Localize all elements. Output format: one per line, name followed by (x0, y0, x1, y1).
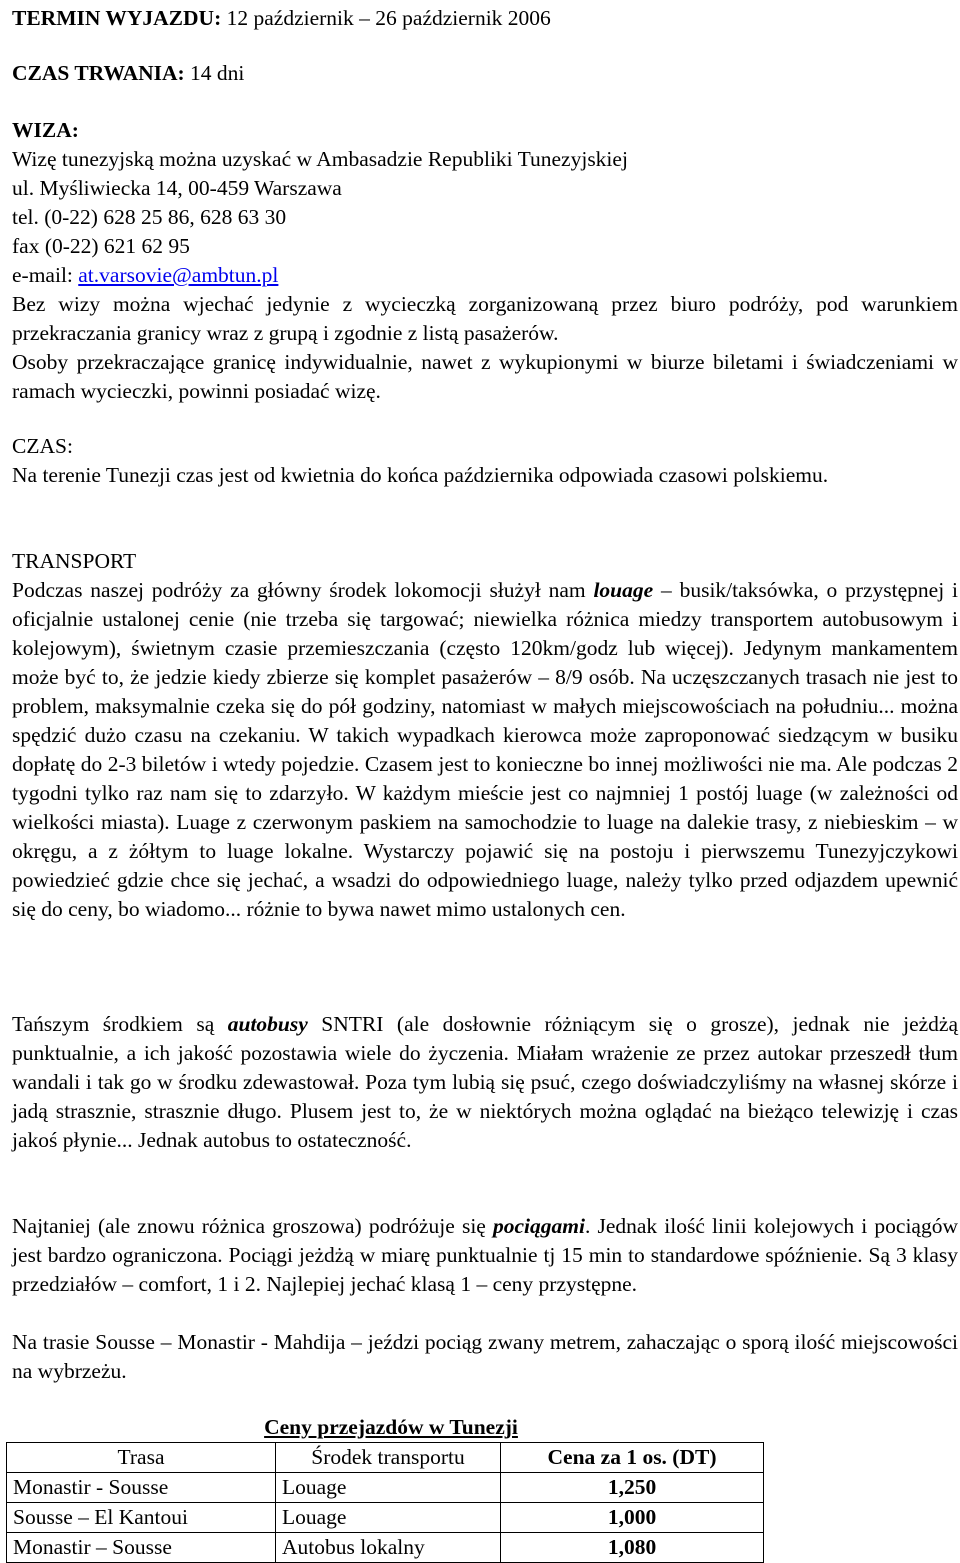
transport-paragraph-3: Najtaniej (ale znowu różnica groszowa) podróżuje się pociągami. Jednak ilość linii kolejowych i pociągów jest bardzo ograniczona. Pociągi jeżdżą w miarę punktualnie tj 15 min to standardowe spóźnienie. Są 3 klasy przedziałów – comfort, 1 i 2. Najlepiej jechać klasą 1 – ceny przystępne. (12, 1214, 958, 1296)
wiza-line-1: Wizę tunezyjską można uzyskać w Ambasadzie Republiki Tunezyjskiej (12, 147, 628, 171)
czas-section (12, 432, 958, 490)
column-header-cena: Cena za 1 os. (DT) (501, 1443, 764, 1473)
autobusy-emphasis: autobusy (227, 1012, 308, 1036)
wiza-paragraph-2: Osoby przekraczające granicę indywidualnie, nawet z wykupionymi w biurze biletami i świadczeniami w ramach wycieczki, powinni posiadać wizę. (12, 350, 958, 403)
wiza-email-line (12, 261, 958, 290)
table-row (7, 1473, 764, 1503)
column-header-srodek: Środek transportu (276, 1443, 501, 1473)
cell-srodek: Autobus lokalny (276, 1533, 501, 1563)
table-row (7, 1533, 764, 1563)
czas-heading: CZAS: (12, 434, 73, 458)
czas-trwania-value: 14 dni (184, 61, 245, 85)
wiza-section (12, 116, 958, 406)
cell-trasa: Monastir – Sousse (7, 1533, 276, 1563)
cell-cena: 1,250 (501, 1473, 764, 1503)
transport-paragraph-1: Podczas naszej podróży za główny środek lokomocji służył nam louage – busik/taksówka, o przystępnej i oficjalnie ustalonej cenie (nie trzeba się targować; niewielka różnica miedzy transportem autobusowym i kolejowym), świetnym czasie przemieszczania (często 120km/godz lub więcej). Jedynym mankamentem może być to, że jedzie kiedy zbierze się komplet pasażerów – 8/9 osób. Na uczęszczanych trasach nie jest to problem, maksymalnie czeka się do pół godziny, natomiast w małych miejscowościach na południu... można spędzić dużo czasu na czekaniu. W takich wypadkach kierowca może zaproponować siedzącym w busiku dopłatę do 2-3 biletów i wtedy pojedzie. Czasem jest to konieczne bo innej możliwości nie ma. Ale podczas 2 tygodni tylko raz nam się to zdarzyło. W każdym mieście jest co najmniej 1 postój luage (w zależności od wielkości miasta). Luage z czerwonym paskiem na samochodzie to luage na dalekie trasy, z niebieskim – w okręgu, a z żółtym to luage lokalne. Wystarczy pojawić się na postoju i pierwszemu Tunezyjczykowi powiedzieć gdzie chce się jechać, a wsadzi do odpowiedniego luage, należy tylko przed odjazdem upewnić się do ceny, bo wiadomo... różnie to bywa nawet mimo ustalonych cen. (12, 578, 958, 921)
louage-emphasis: louage (593, 578, 654, 602)
wiza-heading: WIZA: (12, 118, 79, 142)
cell-trasa: Sousse – El Kantoui (7, 1503, 276, 1533)
cell-srodek: Louage (276, 1473, 501, 1503)
czas-paragraph: Na terenie Tunezji czas jest od kwietnia do końca października odpowiada czasowi polskiemu. (12, 463, 829, 487)
czas-trwania-label: CZAS TRWANIA: (12, 61, 185, 85)
price-table (6, 1442, 764, 1563)
transport-paragraph-2: Tańszym środkiem są autobusy SNTRI (ale dosłownie różniącym się o grosze), jednak nie jeżdżą punktualnie, a ich jakość pozostawia wiele do życzenia. Miałam wrażenie ze przez autokar przeszedł tłum wandali i tak go w środku zdewastował. Poza tym lubią się psuć, czego doświadczyliśmy na własnej skórze i jadą strasznie, strasznie długo. Plusem jest to, że w niektórych można oglądać na bieżąco telewizję i czas jakoś płynie... Jednak autobus to ostateczność. (12, 1012, 958, 1152)
wiza-line-2: ul. Myśliwiecka 14, 00-459 Warszawa (12, 176, 342, 200)
email-link[interactable]: at.varsovie@ambtun.pl (78, 263, 279, 287)
price-table-title: Ceny przejazdów w Tunezji (264, 1415, 518, 1439)
transport-paragraph-4: Na trasie Sousse – Monastir - Mahdija – jeździ pociąg zwany metrem, zahaczając o sporą ilość miejscowości na wybrzeżu. (12, 1330, 958, 1383)
wiza-paragraph-1: Bez wizy można wjechać jedynie z wycieczką zorganizowaną przez biuro podróży, pod warunkiem przekraczania granicy wraz z grupą i zgodnie z listą pasażerów. (12, 292, 958, 345)
cell-cena: 1,080 (501, 1533, 764, 1563)
pociagami-emphasis: pociągami (492, 1214, 585, 1238)
cell-srodek: Louage (276, 1503, 501, 1533)
cell-trasa: Monastir - Sousse (7, 1473, 276, 1503)
cell-cena: 1,000 (501, 1503, 764, 1533)
transport-heading: TRANSPORT (12, 549, 137, 573)
termin-value: 12 październik – 26 październik 2006 (221, 6, 551, 30)
table-header-row (7, 1443, 764, 1473)
czas-trwania-line (12, 59, 958, 88)
wiza-line-4: fax (0-22) 621 62 95 (12, 234, 190, 258)
wiza-line-3: tel. (0-22) 628 25 86, 628 63 30 (12, 205, 287, 229)
email-label: e-mail: (12, 263, 79, 287)
termin-label: TERMIN WYJAZDU: (12, 6, 222, 30)
column-header-trasa: Trasa (7, 1443, 276, 1473)
termin-line (12, 4, 958, 33)
transport-section (12, 547, 958, 924)
table-row (7, 1503, 764, 1533)
price-table-section (12, 1413, 770, 1563)
